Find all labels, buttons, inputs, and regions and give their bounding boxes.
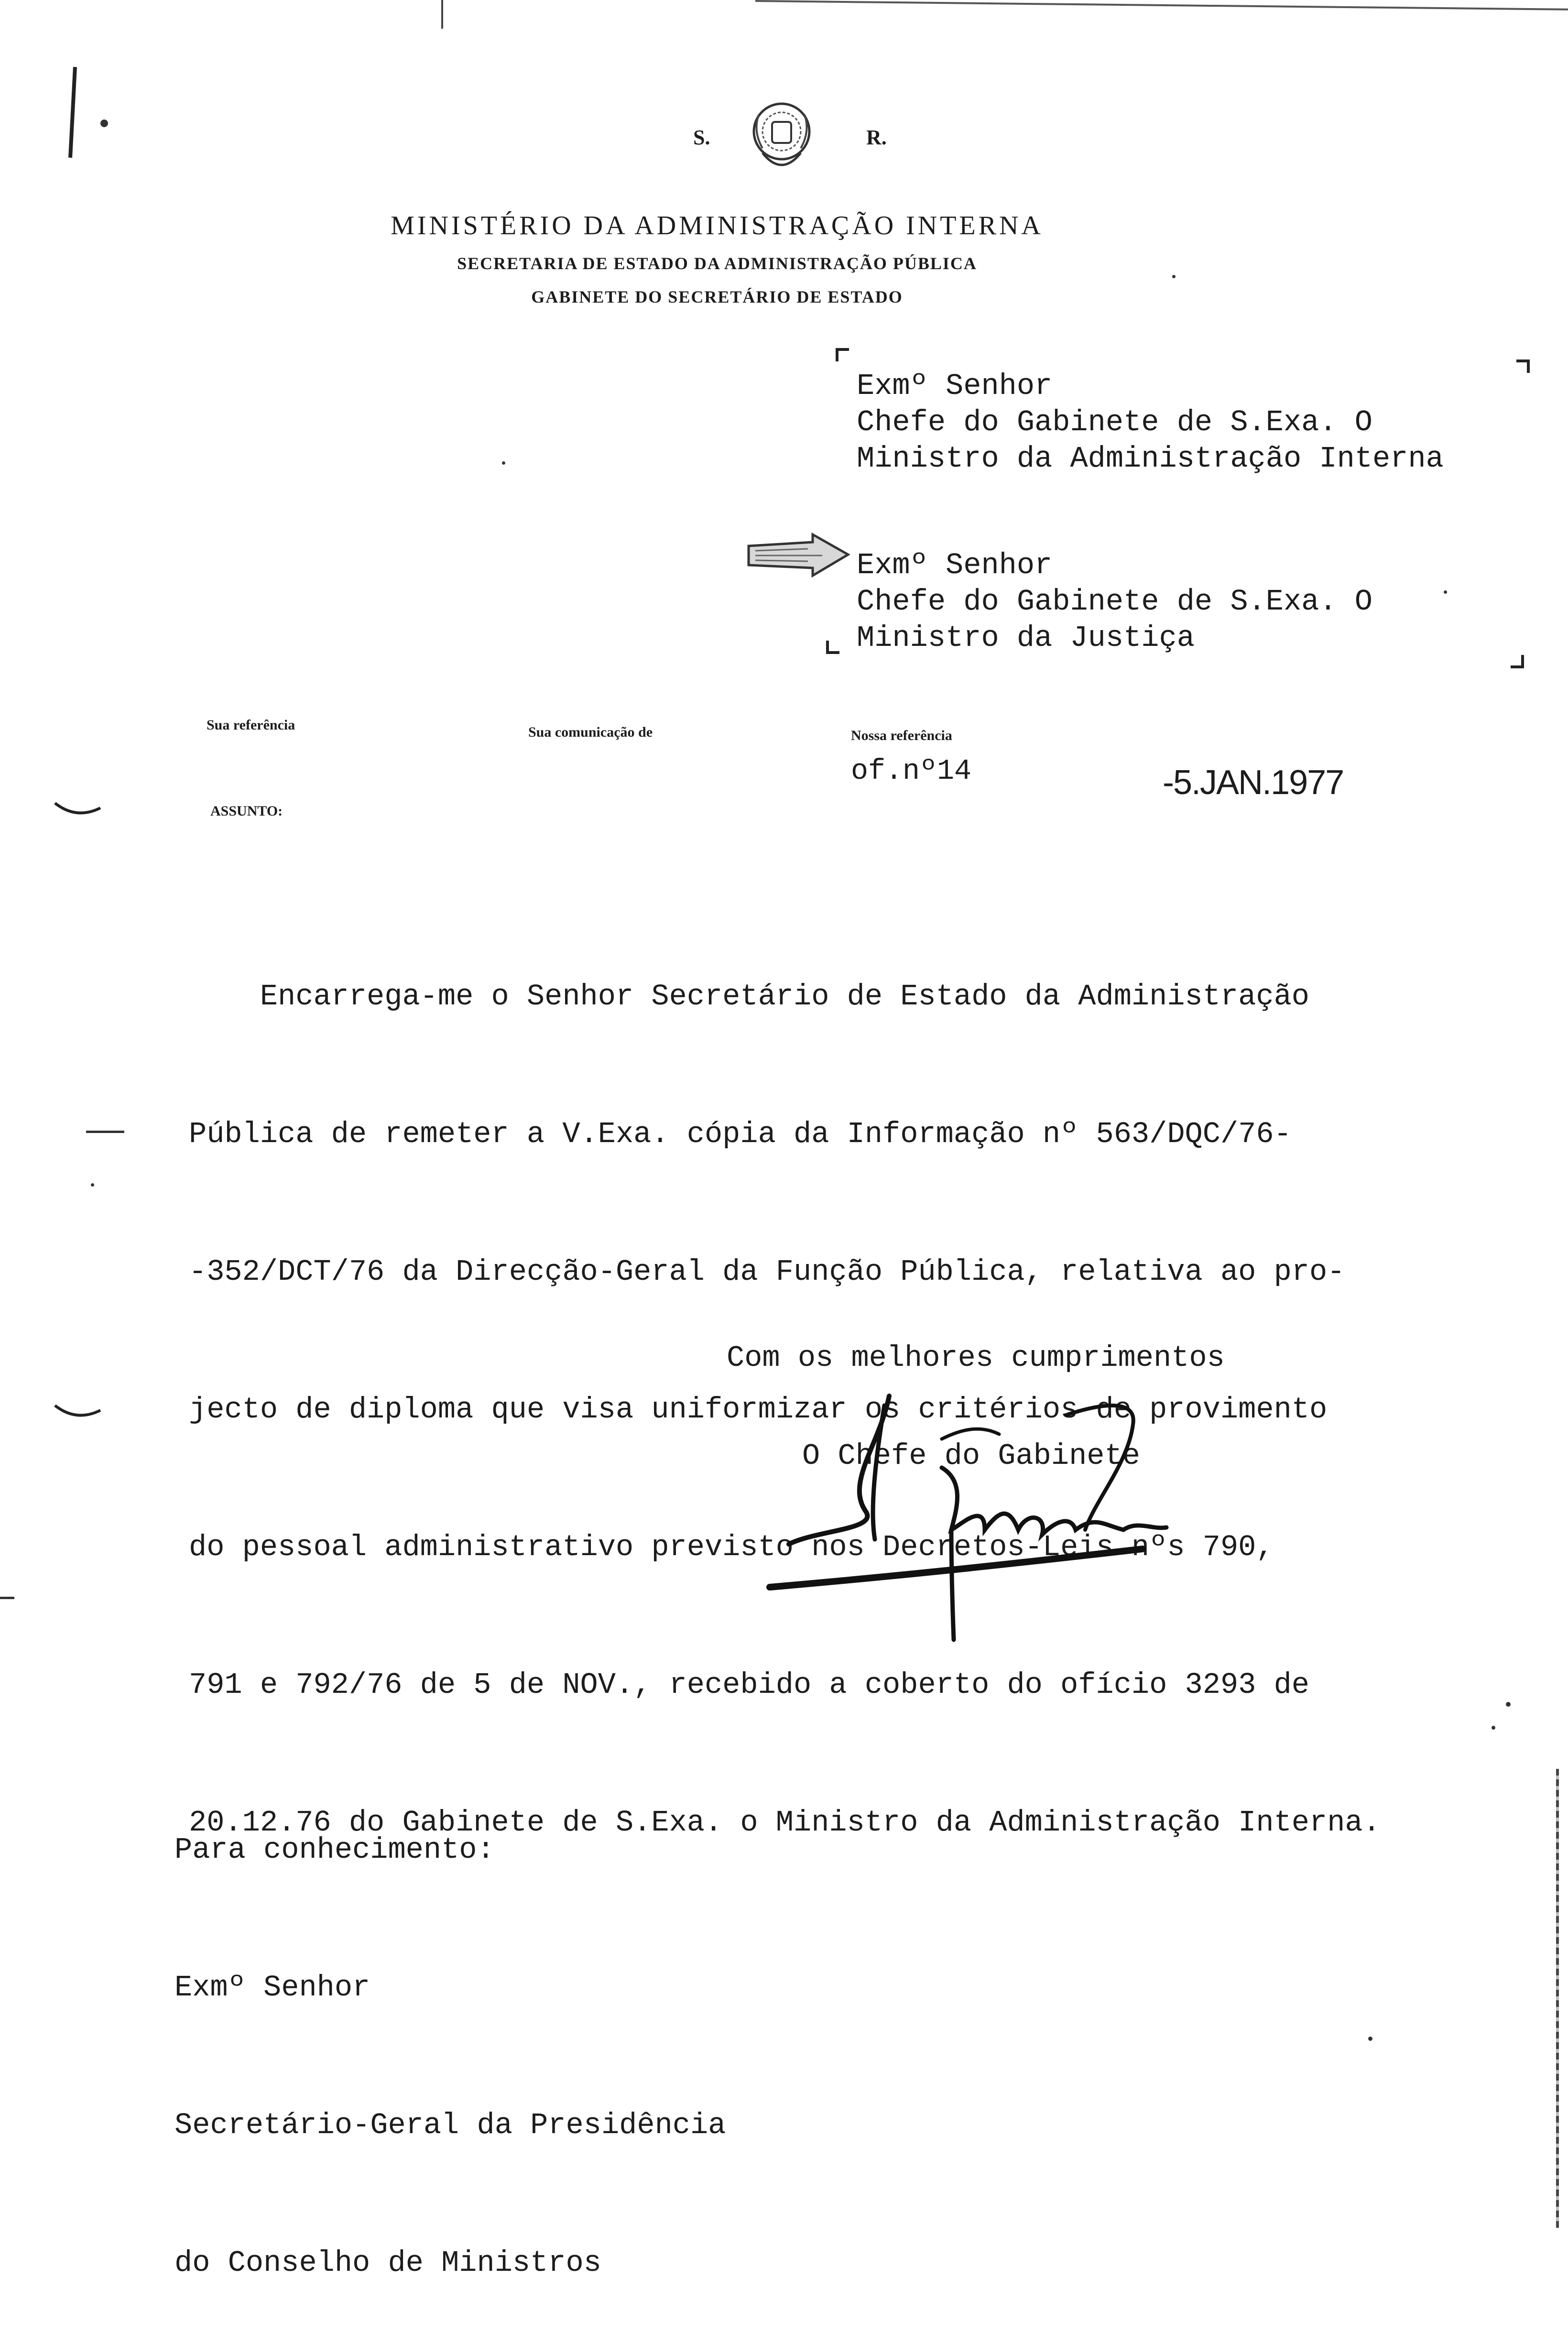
recipient-2-salutation: Exmº Senhor xyxy=(857,548,1053,582)
scan-edge xyxy=(1556,1769,1559,2228)
copy-to-line2: do Conselho de Ministros xyxy=(174,2246,601,2280)
margin-dot xyxy=(100,120,108,127)
body-line: -352/DCT/76 da Direcção-Geral da Função Pública, relativa ao pro- xyxy=(189,1255,1345,1289)
closing-greeting: Com os melhores cumprimentos xyxy=(727,1341,1225,1375)
margin-bracket xyxy=(53,1398,110,1427)
assunto-label: ASSUNTO: xyxy=(210,803,283,819)
copy-to-block xyxy=(174,1735,726,2332)
copy-to-line1: Secretário-Geral da Presidência xyxy=(174,2108,726,2142)
seal-left-letter: S. xyxy=(693,126,710,149)
body-line: 791 e 792/76 de 5 de NOV., recebido a coberto do ofício 3293 de xyxy=(189,1668,1309,1702)
nossa-referencia-value: of.nº14 xyxy=(851,755,972,788)
copy-to-heading: Para conhecimento: xyxy=(174,1833,495,1867)
cabinet-title: GABINETE DO SECRETÁRIO DE ESTADO xyxy=(531,287,903,306)
scan-speck xyxy=(1368,2037,1372,2041)
scan-speck xyxy=(91,1183,94,1187)
top-tick xyxy=(441,0,443,29)
signatory-title: O Chefe do Gabinete xyxy=(802,1439,1140,1473)
recipient-1-salutation: Exmº Senhor xyxy=(857,369,1053,403)
margin-mark xyxy=(68,67,77,158)
copy-to-salutation: Exmº Senhor xyxy=(174,1971,370,2005)
margin-bracket xyxy=(53,796,110,825)
body-line: jecto de diploma que visa uniformizar os critérios de provimento xyxy=(189,1393,1328,1427)
recipient-1 xyxy=(857,368,1444,477)
sua-comunicacao-label: Sua comunicação de xyxy=(528,724,653,740)
recipient-1-line1: Chefe do Gabinete de S.Exa. O xyxy=(857,405,1372,439)
scan-speck xyxy=(1492,1726,1495,1730)
recipient-2-line1: Chefe do Gabinete de S.Exa. O xyxy=(857,585,1372,619)
top-rule xyxy=(755,0,1568,11)
seal-right-letter: R. xyxy=(866,126,887,149)
ministry-title: MINISTÉRIO DA ADMINISTRAÇÃO INTERNA xyxy=(391,211,1044,240)
scan-speck xyxy=(1172,275,1176,278)
signature xyxy=(760,1386,1238,1654)
date-stamp: -5.JAN.1977 xyxy=(1163,763,1344,802)
recipient-2 xyxy=(857,547,1372,656)
recipient-1-line2: Ministro da Administração Interna xyxy=(857,442,1444,476)
sua-referencia-label: Sua referência xyxy=(207,717,295,733)
secretariat-title: SECRETARIA DE ESTADO DA ADMINISTRAÇÃO PÚBLICA xyxy=(457,254,977,273)
margin-dash xyxy=(86,1131,124,1133)
address-corner xyxy=(826,641,839,654)
body-line: Pública de remeter a V.Exa. cópia da Informação nº 563/DQC/76- xyxy=(189,1117,1292,1151)
address-corner xyxy=(836,348,849,361)
address-corner xyxy=(1516,360,1530,373)
scan-speck xyxy=(502,461,505,465)
body-line: Encarrega-me o Senhor Secretário de Estado da Administração xyxy=(189,980,1309,1013)
recipient-2-line2: Ministro da Justiça xyxy=(857,621,1195,655)
body-line: 20.12.76 do Gabinete de S.Exa. o Ministro da Administração Interna. xyxy=(189,1806,1381,1840)
nossa-referencia-label: Nossa referência xyxy=(851,728,952,743)
arrow-icon xyxy=(746,532,851,579)
scan-speck xyxy=(1444,590,1447,594)
scan-speck xyxy=(1506,1702,1511,1707)
body-line: do pessoal administrativo previsto nos Decretos-Leis nºs 790, xyxy=(189,1530,1274,1564)
address-corner xyxy=(1511,655,1524,668)
seal-emblem xyxy=(748,81,815,191)
margin-dash xyxy=(0,1597,14,1599)
